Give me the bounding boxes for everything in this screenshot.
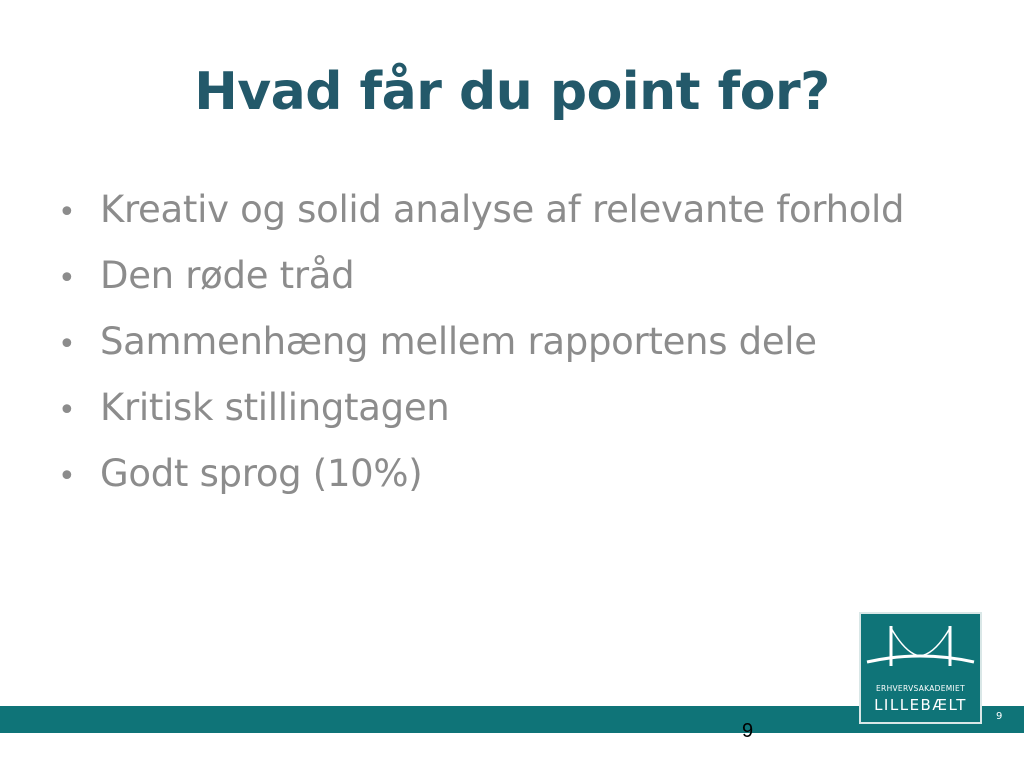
logo-text-top: ERHVERVSAKADEMIET	[876, 684, 965, 693]
bullet-marker: •	[58, 393, 76, 428]
bullet-marker: •	[58, 261, 76, 296]
bullet-item	[58, 254, 958, 320]
page-number: 9	[742, 720, 754, 742]
logo-text-main: LILLEBÆLT	[874, 696, 967, 714]
slide-number-footer: 9	[996, 711, 1003, 722]
bullet-marker: •	[58, 459, 76, 494]
bullet-marker: •	[58, 327, 76, 362]
slide-title: Hvad får du point for?	[194, 62, 830, 122]
bullet-text: Sammenhæng mellem rapportens dele	[100, 320, 817, 363]
bullet-item	[58, 452, 958, 518]
bullet-list	[58, 188, 958, 518]
bullet-item	[58, 188, 958, 254]
bullet-text: Den røde tråd	[100, 254, 355, 297]
bullet-text: Kreativ og solid analyse af relevante forhold	[100, 188, 905, 231]
bullet-text: Godt sprog (10%)	[100, 452, 423, 495]
bullet-text: Kritisk stillingtagen	[100, 386, 450, 429]
bullet-marker: •	[58, 195, 76, 230]
erhvervsakademiet-lillebaelt-logo	[859, 612, 982, 724]
bullet-item	[58, 386, 958, 452]
bullet-item	[58, 320, 958, 386]
